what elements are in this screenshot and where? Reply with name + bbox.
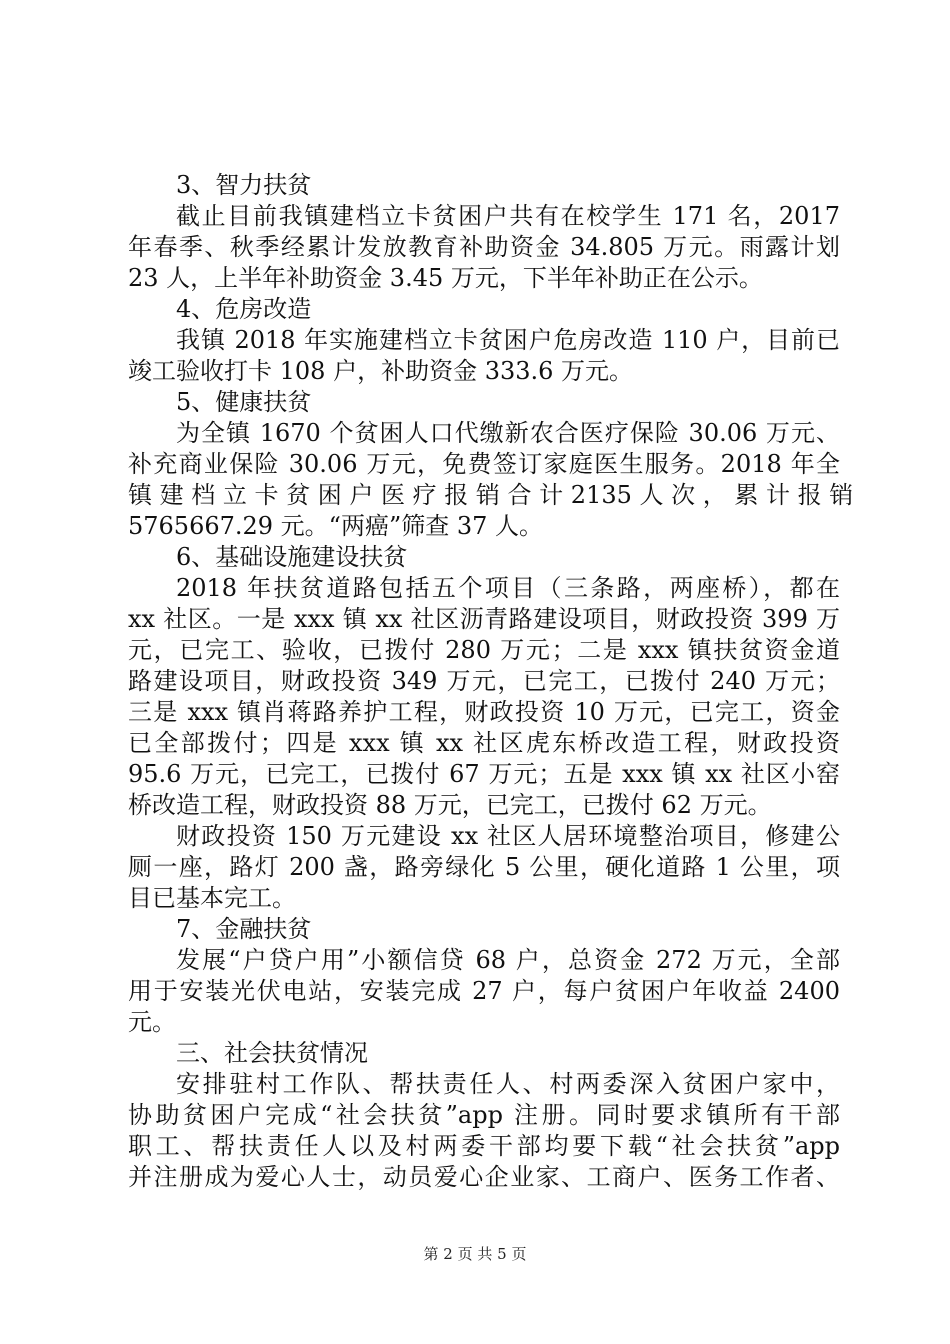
text-line: 7、金融扶贫	[176, 915, 312, 943]
text-line: 竣工验收打卡 108 户，补助资金 333.6 万元。	[128, 357, 634, 385]
text-line: 厕一座，路灯 200 盏，路旁绿化 5 公里，硬化道路 1 公里，项	[128, 853, 840, 881]
text-line: 职工、帮扶责任人以及村两委干部均要下载“社会扶贫”app	[128, 1132, 840, 1160]
text-line: 5、健康扶贫	[176, 388, 312, 416]
text-line: 95.6 万元，已完工，已拨付 67 万元；五是 xxx 镇 xx 社区小窑	[128, 760, 840, 788]
text-line: 用于安装光伏电站，安装完成 27 户，每户贫困户年收益 2400	[128, 977, 840, 1005]
text-line: xx 社区。一是 xxx 镇 xx 社区沥青路建设项目，财政投资 399 万	[128, 605, 840, 633]
text-line: 三是 xxx 镇肖蒋路养护工程，财政投资 10 万元，已完工，资金	[128, 698, 840, 726]
text-line: 元。	[128, 1008, 176, 1036]
text-line: 截止目前我镇建档立卡贫困户共有在校学生 171 名，2017	[176, 202, 840, 230]
page-footer: 第 2 页 共 5 页	[423, 1245, 527, 1263]
text-line: 路建设项目，财政投资 349 万元，已完工，已拨付 240 万元；	[128, 667, 840, 695]
text-line: 财政投资 150 万元建设 xx 社区人居环境整治项目，修建公	[176, 822, 840, 850]
text-line: 安排驻村工作队、帮扶责任人、村两委深入贫困户家中，	[176, 1070, 840, 1098]
text-line: 6、基础设施建设扶贫	[176, 543, 408, 571]
text-line: 年春季、秋季经累计发放教育补助资金 34.805 万元。雨露计划	[128, 233, 840, 261]
text-line: 5765667.29 元。“两癌”筛查 37 人。	[128, 512, 544, 540]
text-line: 元，已完工、验收，已拨付 280 万元；二是 xxx 镇扶贫资金道	[128, 636, 840, 664]
text-line: 目已基本完工。	[128, 884, 296, 912]
text-line: 已全部拨付；四是 xxx 镇 xx 社区虎东桥改造工程，财政投资	[128, 729, 840, 757]
text-line: 发展“户贷户用”小额信贷 68 户，总资金 272 万元，全部	[176, 946, 840, 974]
text-line: 23 人，上半年补助资金 3.45 万元，下半年补助正在公示。	[128, 264, 763, 292]
text-line: 桥改造工程，财政投资 88 万元，已完工，已拨付 62 万元。	[128, 791, 772, 819]
document-body	[128, 170, 854, 1193]
text-line: 4、危房改造	[176, 295, 312, 323]
text-line: 镇 建 档 立 卡 贫 困 户 医 疗 报 销 合 计 2135 人 次 ， 累 计 报 销	[128, 481, 854, 509]
text-line: 三、社会扶贫情况	[176, 1039, 368, 1067]
text-line: 协助贫困户完成“社会扶贫”app 注册。同时要求镇所有干部	[128, 1101, 840, 1129]
text-line: 3、智力扶贫	[176, 171, 312, 199]
text-line: 为全镇 1670 个贫困人口代缴新农合医疗保险 30.06 万元、	[176, 419, 840, 447]
text-line: 2018 年扶贫道路包括五个项目（三条路，两座桥），都在	[176, 574, 840, 602]
text-line: 补充商业保险 30.06 万元，免费签订家庭医生服务。2018 年全	[128, 450, 840, 478]
text-line: 并注册成为爱心人士，动员爱心企业家、工商户、医务工作者、	[128, 1163, 840, 1191]
text-line: 我镇 2018 年实施建档立卡贫困户危房改造 110 户，目前已	[176, 326, 840, 354]
